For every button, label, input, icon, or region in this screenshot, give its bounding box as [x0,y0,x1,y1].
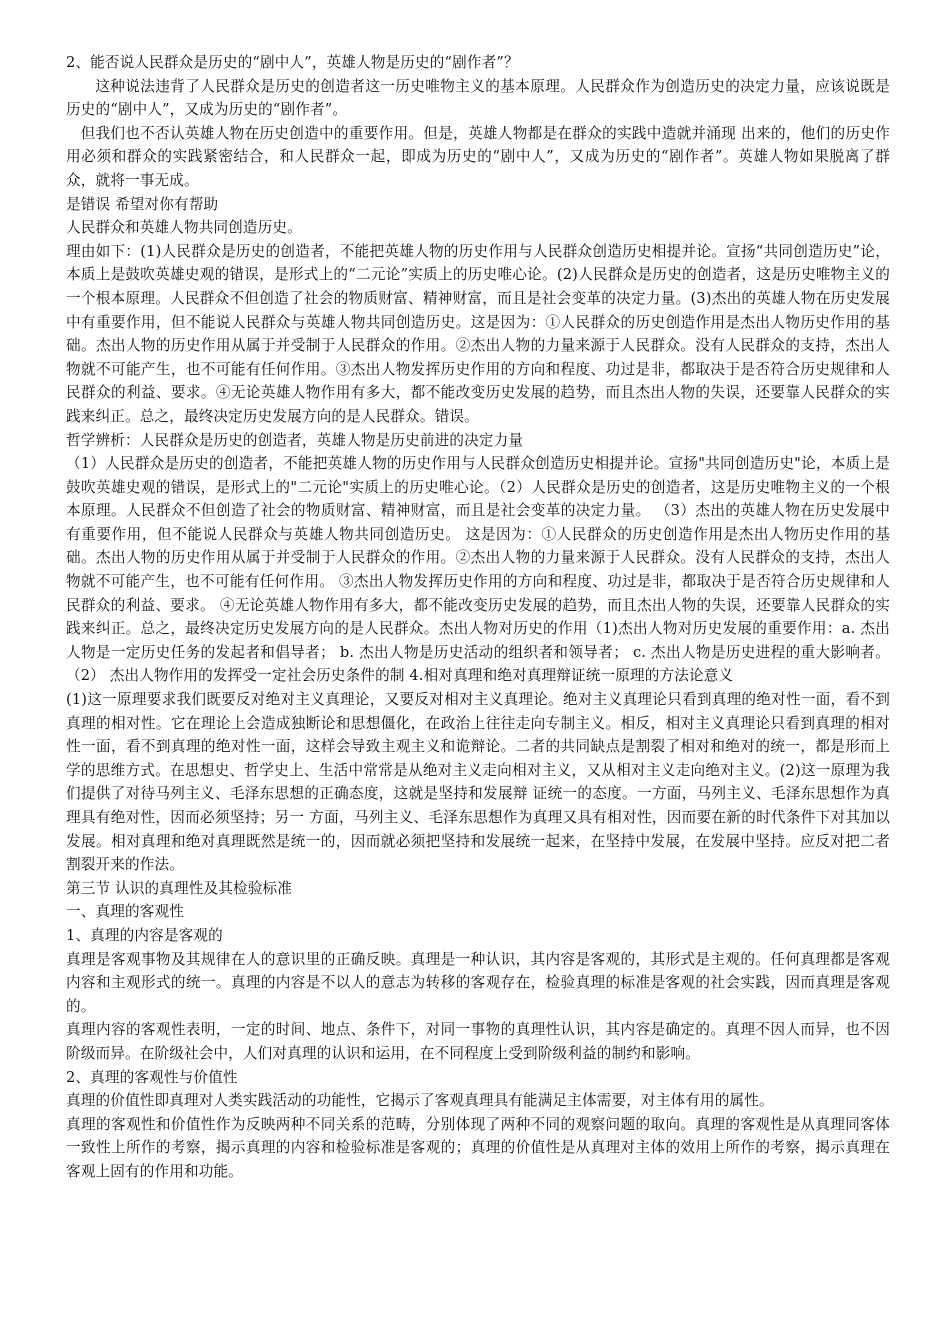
answer-paragraph-2: 但我们也不否认英雄人物在历史创造中的重要作用。但是，英雄人物都是在群众的实践中造就并涌现 出来的，他们的历史作用必须和群众的实践紧密结合，和人民群众一起，即成为历史的“剧中人”，又成为历史的“剧作者”。英雄人物如果脱离了群众，就将一事无成。 [66,124,890,189]
answer-paragraph: 这种说法违背了人民群众是历史的创造者这一历史唯物主义的基本原理。人民群众作为创造历史的决定力量，应该说既是历史的“剧中人”，又成为历史的“剧作者”。 [66,77,890,119]
philosophy-analysis: （1）人民群众是历史的创造者，不能把英雄人物的历史作用与人民群众创造历史相提并论。宣扬"共同创造历史"论，本质上是鼓吹英雄史观的错误，是形式上的"二元论"实质上的历史唯心论。（2）人民群众是历史的创造者，这是历史唯物主义的一个根本原理。人民群众不但创造了社会的物质财富、精神财富，而且是社会变革的决定力量。 （3）杰出的英雄人物在历史发展中有重要作用，但不能说人民群众与英雄人物共同创造历史。 这是因为：①人民群众的历史创造作用是杰出人物历史作用的基础。杰出人物的历史作用从属于并受制于人民群众的作用。②杰出人物的力量来源于人民群众。没有人民群众的支持，杰出人物就不可能产生，也不可能有任何作用。 ③杰出人物发挥历史作用的方向和程度、功过是非，都取决于是否符合历史规律和人民群众的利益、要求。 ④无论英雄人物作用有多大，都不能改变历史发展的趋势，而且杰出人物的失误，还要靠人民群众的实践来纠正。总之，最终决定历史发展方向的是人民群众。杰出人物对历史的作用（1)杰出人物对历史发展的重要作用：a. 杰出人物是一定历史任务的发起者和倡导者； b. 杰出人物是历史活动的组织者和领导者； c. 杰出人物是历史进程的重大影响者。 （2） 杰出人物作用的发挥受一定社会历史条件的制 4.相对真理和绝对真理辩证统一原理的方法论意义 [66,455,890,685]
truth-value-paragraph: 真理的价值性即真理对人类实践活动的功能性，它揭示了客观真理具有能满足主体需要，对主体有用的属性。 [66,1092,774,1110]
answer-remark: 是错误 希望对你有帮助 [66,195,219,213]
truth-comparison-paragraph: 真理的客观性和价值性作为反映两种不同关系的范畴，分别体现了两种不同的观察问题的取向。真理的客观性是从真理同客体一致性上所作的考察，揭示真理的内容和检验标准是客观的；真理的价值性是从真理对主体的效用上所作的考察，揭示真理在客观上固有的作用和功能。 [66,1115,890,1180]
truth-objectivity-paragraph: 真理内容的客观性表明，一定的时间、地点、条件下，对同一事物的真理性认识，其内容是确定的。真理不因人而异，也不因阶级而异。在阶级社会中，人们对真理的认识和运用，在不同程度上受到阶级利益的制约和影响。 [66,1021,890,1062]
statement-line: 人民群众和英雄人物共同创造历史。 [66,219,302,237]
document-page [66,51,890,1184]
truth-methodology: (1)这一原理要求我们既要反对绝对主义真理论，又要反对相对主义真理论。绝对主义真理论只看到真理的绝对性一面，看不到真理的相对性。它在理论上会造成独断论和思想僵化，在政治上往往走向专制主义。相反，相对主义真理论只看到真理的相对性一面，看不到真理的绝对性一面，这样会导致主观主义和诡辩论。二者的共同缺点是割裂了相对和绝对的统一，都是形而上学的思维方式。在思想史、哲学史上、生活中常常是从绝对主义走向相对主义，又从相对主义走向绝对主义。(2)这一原理为我们提供了对待马列主义、毛泽东思想的正确态度，这就是坚持和发展辩 证统一的态度。一方面，马列主义、毛泽东思想作为真理具有绝对性，因而必须坚持；另一 方面，马列主义、毛泽东思想作为真理又具有相对性，因而要在新的时代条件下对其加以发展。相对真理和绝对真理既然是统一的，因而就必须把坚持和发展统一起来，在坚持中发展，在发展中坚持。应反对把二者割裂开来的作法。 [66,691,890,874]
section-heading: 第三节 认识的真理性及其检验标准 [66,879,292,897]
point-heading-2: 2、真理的客观性与价值性 [66,1068,238,1086]
point-heading-1: 1、真理的内容是客观的 [66,926,223,944]
question-heading: 2、能否说人民群众是历史的“剧中人”，英雄人物是历史的“剧作者”？ [66,54,519,71]
truth-definition-paragraph: 真理是客观事物及其规律在人的意识里的正确反映。真理是一种认识，其内容是客观的，其形式是主观的。任何真理都是客观内容和主观形式的统一。真理的内容是不以人的意志为转移的客观存在，检验真理的标准是客观的社会实践，因而真理是客观的。 [66,950,890,1015]
subsection-heading: 一、真理的客观性 [66,903,184,921]
reasoning-paragraph: 理由如下：(1)人民群众是历史的创造者，不能把英雄人物的历史作用与人民群众创造历史相提并论。宣扬“共同创造历史”论，本质上是鼓吹英雄史观的错误，是形式上的“二元论”实质上的历史唯心论。(2)人民群众是历史的创造者，这是历史唯物主义的一个根本原理。人民群众不但创造了社会的物质财富、精神财富，而且是社会变革的决定力量。(3)杰出的英雄人物在历史发展中有重要作用，但不能说人民群众与英雄人物共同创造历史。这是因为：①人民群众的历史创造作用是杰出人物历史作用的基础。杰出人物的历史作用从属于并受制于人民群众的作用。②杰出人物的力量来源于人民群众。没有人民群众的支持，杰出人物就不可能产生，也不可能有任何作用。③杰出人物发挥历史作用的方向和程度、功过是非，都取决于是否符合历史规律和人民群众的利益、要求。④无论英雄人物作用有多大，都不能改变历史发展的趋势，而且杰出人物的失误，还要靠人民群众的实践来纠正。总之，最终决定历史发展方向的是人民群众。错误。 [66,242,890,425]
philosophy-question: 哲学辨析：人民群众是历史的创造者，英雄人物是历史前进的决定力量 [66,431,524,449]
